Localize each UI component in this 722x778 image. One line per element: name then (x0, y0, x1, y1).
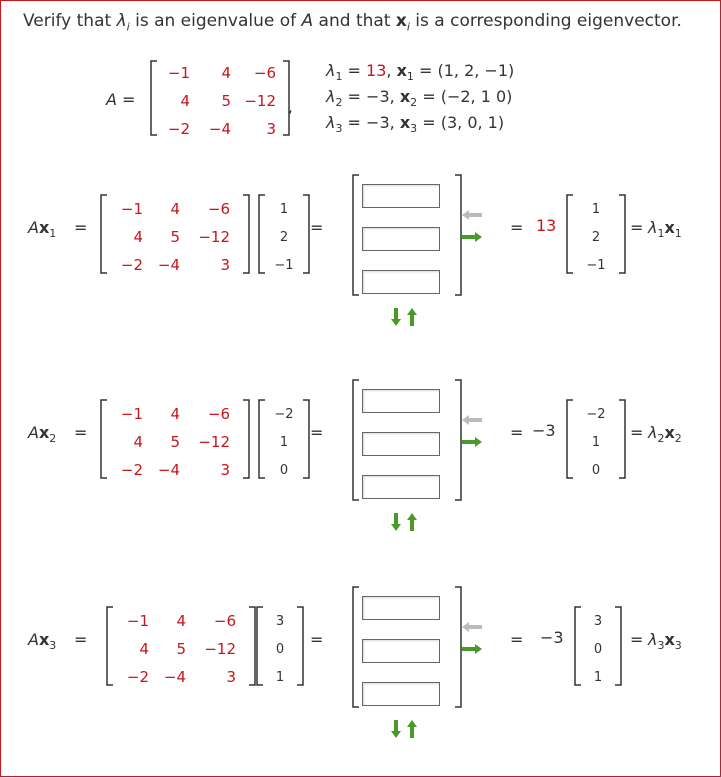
title-sub-i: i (126, 20, 130, 34)
move-left-arrow[interactable] (462, 622, 482, 632)
result-vector-entry: 1 (593, 670, 603, 685)
equals-sign: = (630, 218, 644, 237)
row-matrix-entry: −6 (207, 200, 230, 218)
row-matrix-entry: −12 (204, 640, 236, 658)
eigenvector-values: = (−2, 1 0) (417, 87, 513, 106)
result-vector-left-bracket (574, 606, 582, 686)
equals-sign: = (74, 218, 88, 237)
row-vector-entry: 1 (279, 202, 289, 217)
move-up-arrow[interactable] (407, 308, 417, 326)
result-x-sub: 2 (674, 432, 682, 446)
equals-sign: = (74, 630, 88, 649)
product-entry-input[interactable] (362, 389, 440, 413)
lambda-subscript: 3 (335, 122, 343, 136)
row-vector-entry: 1 (279, 435, 289, 450)
row-matrix-entry: 5 (176, 640, 186, 658)
result-vector-entry: 3 (593, 614, 603, 629)
row-label-a: A (28, 630, 39, 649)
row-matrix-entry: −1 (120, 405, 143, 423)
lambda-symbol: λ (326, 113, 336, 132)
row-matrix-right-bracket (242, 194, 250, 274)
result-vector-left-bracket (566, 194, 574, 274)
row-label-x: x (38, 218, 50, 237)
eigenvector-values: = (1, 2, −1) (413, 61, 515, 80)
result-vector-entry: 0 (593, 642, 603, 657)
row-matrix-entry: 4 (176, 612, 186, 630)
matrix-a-entry: −6 (253, 64, 276, 82)
row-matrix-entry: 3 (220, 256, 230, 274)
row-label-sub: 2 (49, 432, 57, 446)
row-matrix-entry: −1 (126, 612, 149, 630)
title-text: and that (313, 11, 396, 31)
lambda-subscript: 1 (335, 70, 343, 84)
product-left-bracket (352, 586, 360, 708)
row-vector-entry: 0 (279, 463, 289, 478)
row-matrix-entry: −1 (120, 200, 143, 218)
result-vector-entry: 2 (591, 230, 601, 245)
result-lambda: λ (648, 630, 658, 649)
matrix-a-entry: −1 (167, 64, 190, 82)
matrix-a-entry: −2 (167, 120, 190, 138)
move-left-arrow[interactable] (462, 415, 482, 425)
eigen-pair-2 (326, 87, 512, 109)
row-matrix-entry: −4 (163, 668, 186, 686)
lambda-symbol: λ (326, 87, 336, 106)
row-matrix-entry: 4 (170, 200, 180, 218)
eigenvalue: 13 (366, 61, 387, 80)
result-lambda-sub: 1 (657, 227, 665, 241)
product-left-bracket (352, 174, 360, 296)
eigenvector-subscript: 2 (410, 96, 418, 110)
move-left-arrow[interactable] (462, 210, 482, 220)
result-vector-right-bracket (618, 194, 626, 274)
equals-sign: = (310, 218, 324, 237)
row-vector-entry: 2 (279, 230, 289, 245)
row-label (28, 218, 56, 240)
row-vector-entry: −1 (274, 258, 294, 273)
row-label (28, 630, 56, 652)
product-entry-input[interactable] (362, 227, 440, 251)
eigenvector-symbol: x (396, 61, 407, 80)
equals-sign: = (310, 423, 324, 442)
result-vector-entry: 1 (591, 202, 601, 217)
eigen-text: , (386, 61, 397, 80)
row-vector-right-bracket (302, 194, 310, 274)
row-label-a: A (28, 423, 39, 442)
row-vector-entry: 3 (275, 614, 285, 629)
result-lambda: λ (648, 218, 658, 237)
equals-sign: = (630, 630, 644, 649)
result-lambda-sub: 2 (657, 432, 665, 446)
product-entry-input[interactable] (362, 432, 440, 456)
row-matrix-entry: 4 (133, 433, 143, 451)
row-matrix-entry: −4 (157, 461, 180, 479)
row-label-a: A (28, 218, 39, 237)
result-label (648, 218, 682, 240)
result-vector-left-bracket (566, 399, 574, 479)
lambda-symbol: λ (326, 61, 336, 80)
eigen-text: = −3, (342, 87, 400, 106)
eigen-pair-1 (326, 61, 514, 83)
product-entry-input[interactable] (362, 682, 440, 706)
lambda-subscript: 2 (335, 96, 343, 110)
eigenvector-symbol: x (399, 113, 411, 132)
row-vector-entry: 1 (275, 670, 285, 685)
equals-sign: = (630, 423, 644, 442)
move-right-arrow[interactable] (462, 437, 482, 447)
move-right-arrow[interactable] (462, 644, 482, 654)
row-matrix-entry: −12 (198, 433, 230, 451)
equals-sign: = (310, 630, 324, 649)
result-vector-right-bracket (614, 606, 622, 686)
row-matrix-entry: −2 (120, 256, 143, 274)
eigenvalue-scalar: −3 (540, 628, 564, 647)
row-vector-left-bracket (258, 399, 266, 479)
result-x-sub: 1 (674, 227, 682, 241)
title-matrix-a: A (301, 11, 314, 31)
row-matrix-entry: −12 (198, 228, 230, 246)
result-label (648, 423, 682, 445)
row-matrix-right-bracket (248, 606, 256, 686)
title-text: is an eigenvalue of (129, 11, 302, 31)
matrix-a-entry: 5 (221, 92, 231, 110)
eigenvector-values: = (3, 0, 1) (417, 113, 505, 132)
matrix-a-entry: 4 (221, 64, 231, 82)
product-right-bracket (454, 379, 462, 501)
product-entry-input[interactable] (362, 475, 440, 499)
eigen-text: = (342, 61, 367, 80)
result-x: x (664, 630, 675, 649)
result-lambda: λ (648, 423, 658, 442)
row-matrix-entry: −2 (126, 668, 149, 686)
row-matrix-right-bracket (242, 399, 250, 479)
title-vector-x: x (395, 11, 407, 31)
matrix-a-entry: −12 (244, 92, 276, 110)
row-label-sub: 3 (49, 639, 57, 653)
result-vector-entry: 1 (591, 435, 601, 450)
matrix-a-entry: −4 (208, 120, 231, 138)
move-up-arrow[interactable] (407, 513, 417, 531)
product-entry-input[interactable] (362, 596, 440, 620)
row-vector-right-bracket (302, 399, 310, 479)
move-down-arrow[interactable] (391, 720, 401, 738)
row-vector-entry: 0 (275, 642, 285, 657)
row-matrix-entry: 3 (226, 668, 236, 686)
result-vector-entry: −1 (586, 258, 606, 273)
row-label (28, 423, 56, 445)
eigenvector-subscript: 3 (410, 122, 418, 136)
row-matrix-entry: 4 (139, 640, 149, 658)
title-text: is a corresponding eigenvector. (409, 11, 682, 31)
product-right-bracket (454, 586, 462, 708)
row-matrix-entry: 4 (133, 228, 143, 246)
row-vector-entry: −2 (274, 407, 294, 422)
equals-sign: = (510, 630, 524, 649)
result-lambda-sub: 3 (657, 639, 665, 653)
row-vector-left-bracket (258, 194, 266, 274)
equals-sign: = (510, 218, 524, 237)
matrix-a-label: A = (106, 90, 136, 109)
row-matrix-entry: −4 (157, 256, 180, 274)
result-x: x (664, 218, 675, 237)
eigenvector-subscript: 1 (406, 70, 414, 84)
result-vector-right-bracket (618, 399, 626, 479)
matrix-a-entry: 3 (266, 120, 276, 138)
row-matrix-entry: 5 (170, 433, 180, 451)
matrix-a-entry: 4 (180, 92, 190, 110)
row-label-x: x (38, 423, 50, 442)
result-x-sub: 3 (674, 639, 682, 653)
product-right-bracket (454, 174, 462, 296)
move-down-arrow[interactable] (391, 513, 401, 531)
row-matrix-entry: −6 (207, 405, 230, 423)
eigenvector-symbol: x (399, 87, 411, 106)
eigen-pair-3 (326, 113, 504, 135)
result-label (648, 630, 682, 652)
product-entry-input[interactable] (362, 184, 440, 208)
equals-sign: = (510, 423, 524, 442)
title-sub-i: i (406, 20, 410, 34)
move-right-arrow[interactable] (462, 232, 482, 242)
row-matrix-entry: −6 (213, 612, 236, 630)
row-label-x: x (38, 630, 50, 649)
row-matrix-entry: 4 (170, 405, 180, 423)
eigenvalue-scalar: 13 (536, 216, 557, 235)
matrix-a-comma: , (288, 98, 293, 116)
row-matrix-entry: 5 (170, 228, 180, 246)
move-up-arrow[interactable] (407, 720, 417, 738)
row-matrix-entry: −2 (120, 461, 143, 479)
title-lambda: λ (116, 11, 127, 31)
eigen-text: = −3, (342, 113, 400, 132)
equals-sign: = (74, 423, 88, 442)
product-left-bracket (352, 379, 360, 501)
result-vector-entry: −2 (586, 407, 606, 422)
product-entry-input[interactable] (362, 270, 440, 294)
eigenvalue-scalar: −3 (532, 421, 556, 440)
row-vector-left-bracket (256, 606, 264, 686)
row-label-sub: 1 (49, 227, 57, 241)
result-x: x (664, 423, 675, 442)
problem-statement (23, 11, 682, 33)
row-vector-right-bracket (296, 606, 304, 686)
move-down-arrow[interactable] (391, 308, 401, 326)
row-matrix-entry: 3 (220, 461, 230, 479)
title-text: Verify that (23, 11, 117, 31)
product-entry-input[interactable] (362, 639, 440, 663)
result-vector-entry: 0 (591, 463, 601, 478)
